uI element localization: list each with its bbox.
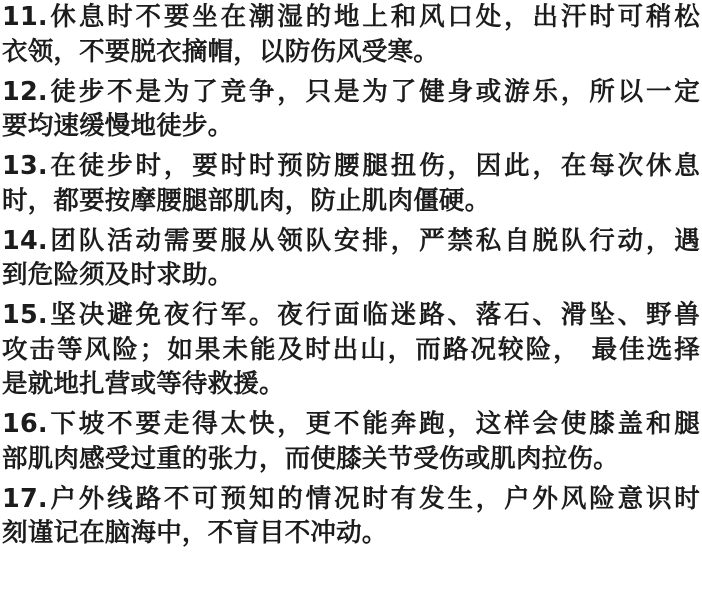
tip-15-line-2: 攻击等风险；如果未能及时出山，而路况较险， 最佳选择	[2, 334, 700, 365]
tip-14-line-2: 到危险须及时求助。	[2, 260, 234, 290]
tip-17-line-1: 17.户外线路不可预知的情况时有发生，户外风险意识时	[2, 483, 700, 514]
tip-16-line-1: 16.下坡不要走得太快，更不能奔跑，这样会使膝盖和腿	[2, 409, 700, 439]
tip-item-16	[2, 407, 700, 476]
tip-16-line-2: 部肌肉感受过重的张力，而使膝关节受伤或肌肉拉伤。	[2, 443, 619, 474]
tip-11-line-2: 衣领，不要脱衣摘帽，以防伤风受寒。	[2, 36, 439, 67]
safety-tips-document	[2, 0, 700, 551]
tip-item-15	[2, 298, 700, 402]
tip-14-line-1: 14.团队活动需要服从领队安排，严禁私自脱队行动，遇	[2, 225, 700, 256]
tip-item-14	[2, 224, 700, 293]
tip-11-line-1: 11.休息时不要坐在潮湿的地上和风口处，出汗时可稍松	[2, 2, 700, 32]
tip-item-12	[2, 75, 700, 144]
tip-item-11	[2, 0, 700, 69]
tip-13-line-2: 时，都要按摩腰腿部肌肉，防止肌肉僵硬。	[2, 185, 491, 216]
tip-item-13	[2, 149, 700, 218]
tip-13-line-1: 13.在徒步时，要时时预防腰腿扭伤，因此，在每次休息	[2, 151, 700, 181]
tip-item-17	[2, 482, 700, 551]
tip-17-line-2: 刻谨记在脑海中，不盲目不冲动。	[2, 518, 388, 548]
tip-15-line-3: 是就地扎营或等待救援。	[2, 369, 285, 399]
tip-12-line-2: 要均速缓慢地徒步。	[2, 111, 234, 141]
tip-12-line-1: 12.徒步不是为了竞争，只是为了健身或游乐，所以一定	[2, 76, 700, 107]
tip-15-line-1: 15.坚决避免夜行军。夜行面临迷路、落石、滑坠、野兽	[2, 300, 700, 330]
